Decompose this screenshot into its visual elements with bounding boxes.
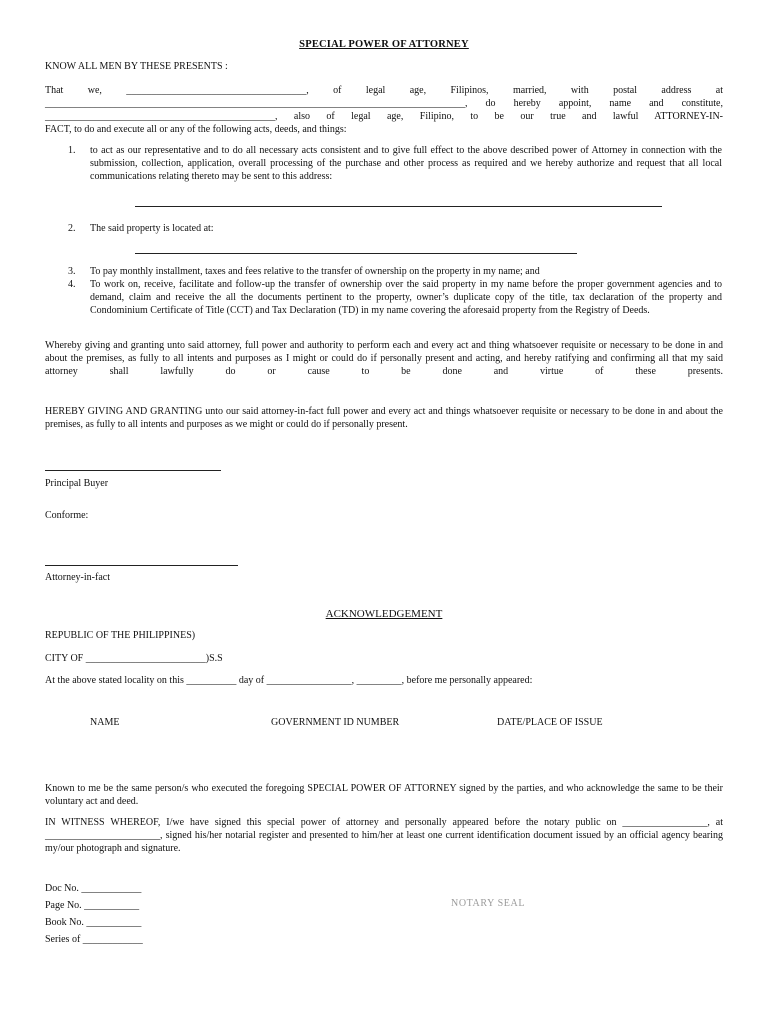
known-to-me-paragraph: Known to me be the same person/s who executed the foregoing SPECIAL POWER OF ATTORNEY signed by the parties, and who acknowledge the same to be their voluntary act and deed. bbox=[45, 783, 723, 807]
attorney-in-fact-signature-line[interactable] bbox=[45, 565, 238, 566]
item-2-text: The said property is located at: bbox=[90, 223, 214, 234]
city-line: CITY OF ________________________)S.S bbox=[45, 653, 223, 664]
know-all-men-heading: KNOW ALL MEN BY THESE PRESENTS : bbox=[45, 61, 228, 72]
item-2-location-line bbox=[135, 253, 577, 254]
in-witness-paragraph: IN WITNESS WHEREOF, I/we have signed this special power of attorney and personally appeared before the notary public on _________________, at _______________________, signed his/her notarial register and presented to him/her at least one current identification document issued by an official agency bearing my/our photograph and signature. bbox=[45, 817, 723, 854]
series-of-field: Series of ____________ bbox=[45, 934, 143, 945]
column-header-government-id: GOVERNMENT ID NUMBER bbox=[271, 717, 400, 728]
column-header-name: NAME bbox=[90, 717, 120, 728]
item-1-number: 1. bbox=[68, 145, 76, 156]
notary-seal-label: NOTARY SEAL bbox=[451, 898, 526, 909]
whereby-paragraph: Whereby giving and granting unto said attorney, full power and authority to perform each and every act and thing whatsoever requisite or necessary to be done in and about the premises, as fully to all intents and purposes as I might or could do if personally present and acting, and hereby ratifying and confirming all that my said attorney shall lawfully do or cause to be done and virtue of these presents. bbox=[45, 340, 723, 377]
item-1-text: to act as our representative and to do all necessary acts consistent and to give full effect to the above described power of Attorney in connection with the submission, collection, application, overall processing of the purchase and other process as required and we hereby authorize and request that all local communications relating thereto may be sent to this address: bbox=[90, 145, 722, 182]
item-3-text: To pay monthly installment, taxes and fees relative to the transfer of ownership on the property in my name; and bbox=[90, 266, 540, 277]
principal-buyer-label: Principal Buyer bbox=[45, 478, 109, 489]
item-4-text: To work on, receive, facilitate and follow-up the transfer of ownership over the said property in my name before the proper government agencies and to demand, claim and receive the all the documents pertinent to the property, owner’s duplicate copy of the title, tax declaration of the property and Condominium Certificate of Title (CCT) and Tax Declaration (TD) in my name covering the aforesaid property from the Registry of Deeds. bbox=[90, 279, 722, 316]
document-title: SPECIAL POWER OF ATTORNEY bbox=[299, 39, 469, 50]
item-1-address-line bbox=[135, 206, 662, 207]
intro-line-3: ______________________________________________, also of legal age, Filipino, to be our true and lawful ATTORNEY-IN- bbox=[45, 111, 723, 122]
intro-line-4: FACT, to do and execute all or any of the following acts, deeds, and things: bbox=[45, 124, 347, 135]
doc-no-field: Doc No. ____________ bbox=[45, 883, 142, 894]
item-2-number: 2. bbox=[68, 223, 76, 234]
republic-line: REPUBLIC OF THE PHILIPPINES) bbox=[45, 630, 196, 641]
intro-line-1: That we, ____________________________________, of legal age, Filipinos, married, with postal address at bbox=[45, 85, 723, 96]
hereby-paragraph: HEREBY GIVING AND GRANTING unto our said attorney-in-fact full power and every act and things whatsoever requisite or necessary to be done in and about the premises, as fully to all intents and purposes as we might or could do if personally present. bbox=[45, 406, 723, 430]
item-4-number: 4. bbox=[68, 279, 76, 290]
locality-line: At the above stated locality on this __________ day of _________________, _________, before me personally appeared: bbox=[45, 675, 533, 686]
book-no-field: Book No. ___________ bbox=[45, 917, 142, 928]
page-no-field: Page No. ___________ bbox=[45, 900, 140, 911]
item-3-number: 3. bbox=[68, 266, 76, 277]
intro-line-2: ____________________________________________________________________________________, do hereby appoint, name and constitute, bbox=[45, 98, 723, 109]
attorney-in-fact-label: Attorney-in-fact bbox=[45, 572, 110, 583]
conforme-label: Conforme: bbox=[45, 510, 89, 521]
principal-buyer-signature-line[interactable] bbox=[45, 470, 221, 471]
acknowledgement-title: ACKNOWLEDGEMENT bbox=[325, 608, 443, 620]
column-header-date-place: DATE/PLACE OF ISSUE bbox=[497, 717, 603, 728]
